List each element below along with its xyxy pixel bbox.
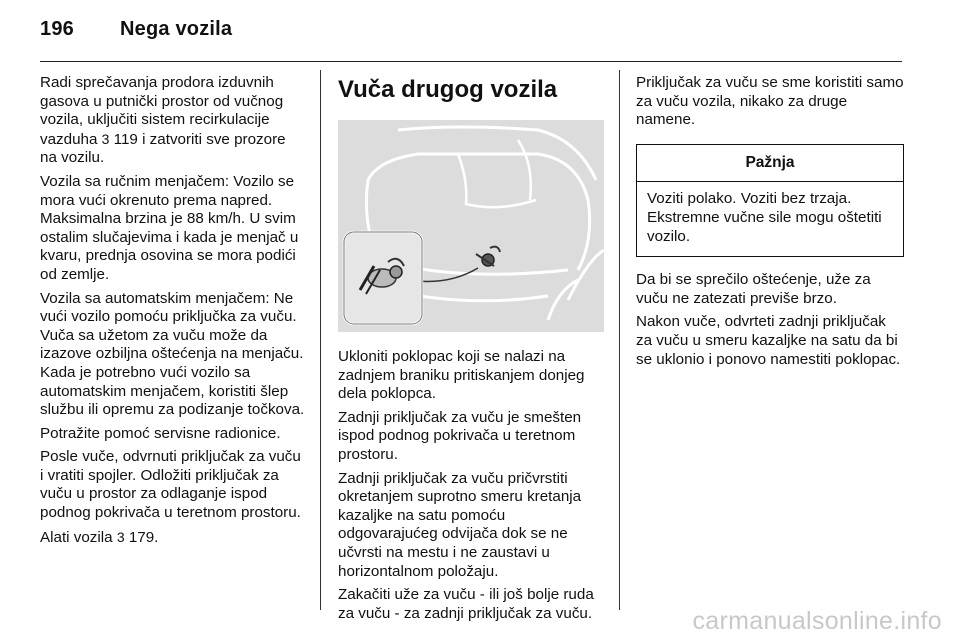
paragraph: Vozila sa ručnim menjačem: Vozilo se mora vući okrenuto prema napred. Maksimalna brzina je 88 km/h. U svim ostalim slučajevima i kada je menjač u kvaru, prednja osovina se mora podići od zemlje. [40, 172, 299, 283]
column-left [40, 74, 306, 552]
paragraph: Ukloniti poklopac koji se nalazi na zadnjem braniku pritiskanjem donjeg dela poklopca. [338, 348, 585, 403]
column-middle [338, 74, 604, 628]
tow-hook-rear-bumper-illustration-icon [338, 120, 604, 332]
warning-box [636, 144, 904, 257]
page-header [40, 18, 232, 41]
paragraph: Zadnji priključak za vuču pričvrstiti okretanjem suprotno smeru kretanja kazaljke na satu pomoću odgovarajućeg odvijača dok se ne učvrsti na mestu i ne zaustavi u horizontalnom položaju. [338, 469, 582, 580]
tow-hook-figure [338, 120, 604, 332]
paragraph: Zadnji priključak za vuču je smešten ispod podnog pokrivača u teretnom prostoru. [338, 408, 582, 463]
column-divider [619, 70, 620, 610]
watermark: carmanualsonline.info [692, 607, 942, 635]
paragraph: Potražite pomoć servisne radionice. [40, 424, 281, 442]
page-title: Nega vozila [120, 18, 233, 40]
paragraph: Vozila sa automatskim menjačem: Ne vući vozilo pomoću priključka za vuču. Vuča sa užetom za vuču može da izazove ozbiljna oštećenja na menjaču. Kada je potrebno vući vozilo sa automatskim menjačem, koristiti šlep službu ili opremu za podizanje točkova. [40, 289, 305, 419]
page-reference-icon: 3 [101, 130, 110, 147]
paragraph: Priključak za vuču se sme koristiti samo za vuču vozila, nikako za druge namene. [636, 74, 904, 129]
page-number: 196 [40, 18, 74, 40]
warning-text: Voziti polako. Voziti bez trzaja. Ekstremne vučne sile mogu oštetiti vozilo. [647, 190, 882, 245]
paragraph: Zakačiti uže za vuču - ili još bolje ruda za vuču - za zadnji priključak za vuču. [338, 586, 594, 622]
paragraph: Da bi se sprečilo oštećenje, uže za vuču ne zatezati previše brzo. [636, 271, 871, 307]
paragraph: Nakon vuče, odvrteti zadnji priključak za vuču u smeru kazaljke na satu da bi se uklonio i ponovo namestiti poklopac. [636, 313, 901, 368]
section-title: Vuča drugog vozila [338, 76, 558, 103]
paragraph: Posle vuče, odvrnuti priključak za vuču i vratiti spojler. Odložiti priključak za vuču u prostor za odlaganje ispod podnog pokrivača u teretnom prostoru. [40, 448, 301, 522]
paragraph: Radi sprečavanja prodora izduvnih gasova u putnički prostor od vučnog vozila, uključiti sistem recirkulacije vazduha 3 119 i zatvoriti sve prozore na vozilu. [40, 74, 286, 167]
page-reference-icon: 3 [116, 528, 125, 545]
column-right [636, 74, 904, 374]
warning-title: Pažnja [637, 145, 903, 183]
paragraph: Alati vozila 3 179. [40, 528, 159, 546]
header-rule [40, 61, 902, 62]
column-divider [320, 70, 321, 610]
